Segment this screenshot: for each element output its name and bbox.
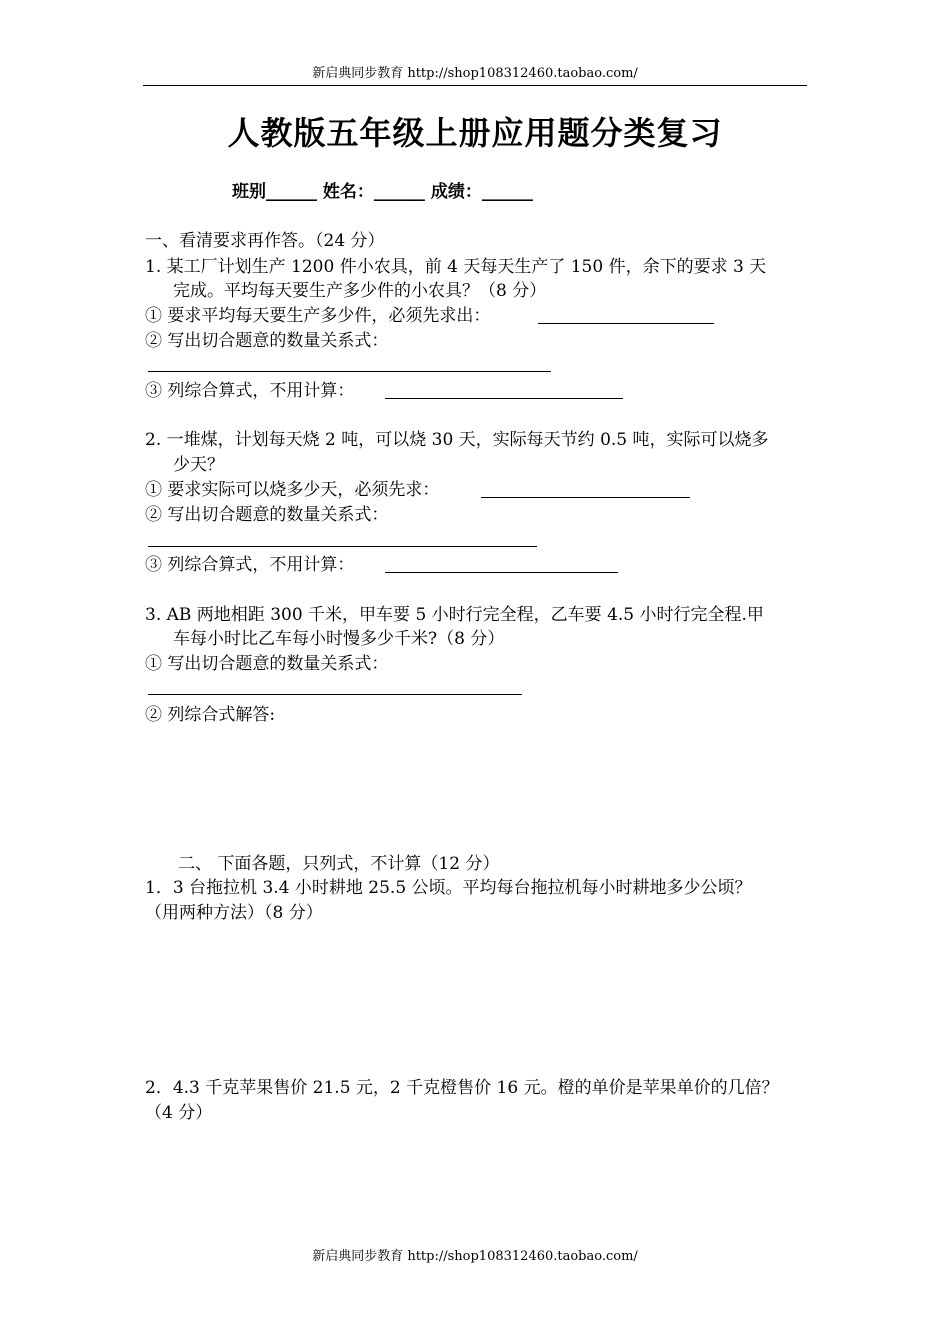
q2-sub1-answer-blank[interactable] [481, 497, 690, 498]
q2-sub3: ③ 列综合算式，不用计算： [145, 555, 355, 575]
q1-text-line1: 1. 某工厂计划生产 1200 件小农具，前 4 天每天生产了 150 件，余下的要求 3 天 [145, 257, 767, 277]
q3-sub1: ① 写出切合题意的数量关系式： [145, 654, 389, 674]
page-header: 新启典同步教育 http://shop108312460.taobao.com/ [312, 66, 638, 81]
q2-text-line1: 2. 一堆煤，计划每天烧 2 吨，可以烧 30 天，实际每天节约 0.5 吨，实际可以烧多 [145, 430, 769, 450]
header-rule [143, 85, 807, 86]
q2-sub1: ① 要求实际可以烧多少天，必须先求： [145, 480, 440, 500]
page-title: 人教版五年级上册应用题分类复习 [227, 114, 723, 152]
q1-text-line2: 完成。平均每天要生产多少件的小农具？（8 分） [173, 281, 547, 301]
q1-sub1-answer-blank[interactable] [538, 323, 714, 324]
q2-text-line2: 少天？ [173, 455, 224, 475]
page-footer: 新启典同步教育 http://shop108312460.taobao.com/ [312, 1249, 638, 1264]
q2-sub3-answer-blank[interactable] [385, 572, 618, 573]
q1-sub3-answer-blank[interactable] [385, 398, 623, 399]
section1-heading: 一、看清要求再作答。（24 分） [145, 231, 385, 251]
q3-text-line2: 车每小时比乙车每小时慢多少千米?（8 分） [173, 629, 505, 649]
q3-sub2: ② 列综合式解答: [145, 705, 276, 725]
q1-sub2-answer-blank[interactable] [148, 371, 551, 372]
q3-text-line1: 3. AB 两地相距 300 千米，甲车要 5 小时行完全程，乙车要 4.5 小时行完全程.甲 [145, 605, 764, 625]
q2-sub2: ② 写出切合题意的数量关系式： [145, 505, 389, 525]
s2-q2-text-line1: 2．4.3 千克苹果售价 21.5 元，2 千克橙售价 16 元。橙的单价是苹果单价的几倍？ [145, 1078, 779, 1098]
student-info-line: 班别______ 姓名：______ 成绩：______ [232, 182, 533, 202]
s2-q1-text-line1: 1．3 台拖拉机 3.4 小时耕地 25.5 公顷。平均每台拖拉机每小时耕地多少公顷？ [145, 878, 752, 898]
section2-heading: 二、 下面各题，只列式，不计算（12 分） [178, 854, 500, 874]
q1-sub3: ③ 列综合算式，不用计算： [145, 381, 355, 401]
s2-q1-text-line2: （用两种方法）（8 分） [145, 903, 323, 923]
q1-sub2: ② 写出切合题意的数量关系式： [145, 331, 389, 351]
q3-sub1-answer-blank[interactable] [148, 694, 522, 695]
s2-q2-text-line2: （4 分） [145, 1103, 213, 1123]
q2-sub2-answer-blank[interactable] [148, 546, 537, 547]
q1-sub1: ① 要求平均每天要生产多少件，必须先求出： [145, 306, 491, 326]
